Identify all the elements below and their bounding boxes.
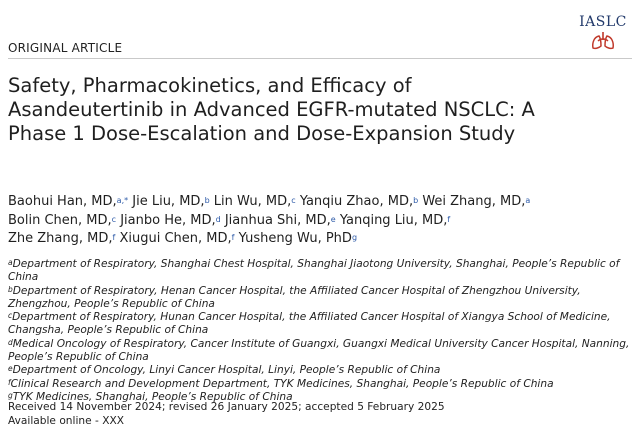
author-affiliation-mark: a: [525, 196, 531, 205]
author-affiliation-mark: b: [204, 196, 210, 205]
affiliation-item: $^b$Department of Respiratory, Henan Cancer Hospital, the Affiliated Cancer Hospital of Zhengzhou University, Zhengzhou, People’s Republic of China: [8, 284, 581, 310]
author-affiliation-mark: g: [351, 233, 358, 242]
affiliation-list: [8, 258, 636, 404]
author-affiliation-mark: b: [413, 196, 419, 205]
affiliation-item: $^g$TYK Medicines, Shanghai, People’s Republic of China: [8, 390, 293, 403]
available-online: Available online - XXX: [8, 414, 124, 427]
author[interactable]: Yanqing Liu, MD,$^f$: [339, 212, 451, 228]
author-affiliation-mark: f: [231, 233, 235, 242]
lungs-icon: [590, 31, 616, 51]
iaslc-logo[interactable]: [574, 14, 632, 51]
article-header: [0, 0, 640, 62]
author-affiliation-mark: f: [447, 214, 451, 224]
author[interactable]: Baohui Han, MD,$^{a,*}$: [8, 194, 129, 209]
affiliation-item: $^e$Department of Oncology, Linyi Cancer Hospital, Linyi, People’s Republic of China: [8, 364, 441, 377]
author[interactable]: Zhe Zhang, MD,$^f$: [8, 231, 116, 246]
article-dates: [8, 401, 628, 428]
author[interactable]: Yusheng Wu, PhD$^g$: [238, 231, 358, 246]
received-dates: Received 14 November 2024; revised 26 January 2025; accepted 5 February 2025: [8, 401, 445, 413]
affiliation-item: $^d$Medical Oncology of Respiratory, Cancer Institute of Guangxi, Guangxi Medical University Cancer Hospital, Nanning, People’s Republic of China: [8, 337, 630, 364]
author[interactable]: Yanqiu Zhao, MD,$^b$: [299, 194, 419, 209]
author-affiliation-mark: f: [112, 233, 116, 242]
author[interactable]: Jie Liu, MD,$^b$: [132, 194, 210, 209]
author-affiliation-mark: a,*: [116, 196, 129, 205]
logo-text: IASLC: [579, 14, 627, 30]
author-affiliation-mark: e: [330, 214, 336, 224]
affiliation-item: $^a$Department of Respiratory, Shanghai Chest Hospital, Shanghai Jiaotong University, Shanghai, People’s Republic of China: [8, 258, 620, 284]
author-affiliation-mark: d: [215, 214, 221, 224]
section-label: ORIGINAL ARTICLE: [8, 41, 123, 55]
author[interactable]: Bolin Chen, MD,$^c$: [8, 212, 117, 228]
author-list: [8, 193, 608, 249]
author[interactable]: Lin Wu, MD,$^c$: [213, 194, 296, 209]
author[interactable]: Jianhua Shi, MD,$^e$: [224, 212, 336, 228]
affiliation-item: $^f$Clinical Research and Development Department, TYK Medicines, Shanghai, People’s Republic of China: [8, 377, 554, 390]
author[interactable]: Jianbo He, MD,$^d$: [120, 212, 221, 228]
header-divider: [8, 58, 632, 59]
affiliation-item: $^c$Department of Respiratory, Hunan Cancer Hospital, the Affiliated Cancer Hospital of Xiangya School of Medicine, Changsha, People’s Republic of China: [8, 311, 611, 337]
article-title: Safety, Pharmacokinetics, and Efficacy of Asandeutertinib in Advanced EGFR-mutated NSCLC: A Phase 1 Dose-Escalation and Dose-Expansion Study: [8, 74, 535, 145]
author[interactable]: Wei Zhang, MD,$^a$: [422, 194, 531, 209]
author-affiliation-mark: c: [111, 214, 117, 224]
author[interactable]: Xiugui Chen, MD,$^f$: [119, 231, 235, 246]
author-affiliation-mark: c: [291, 196, 296, 205]
